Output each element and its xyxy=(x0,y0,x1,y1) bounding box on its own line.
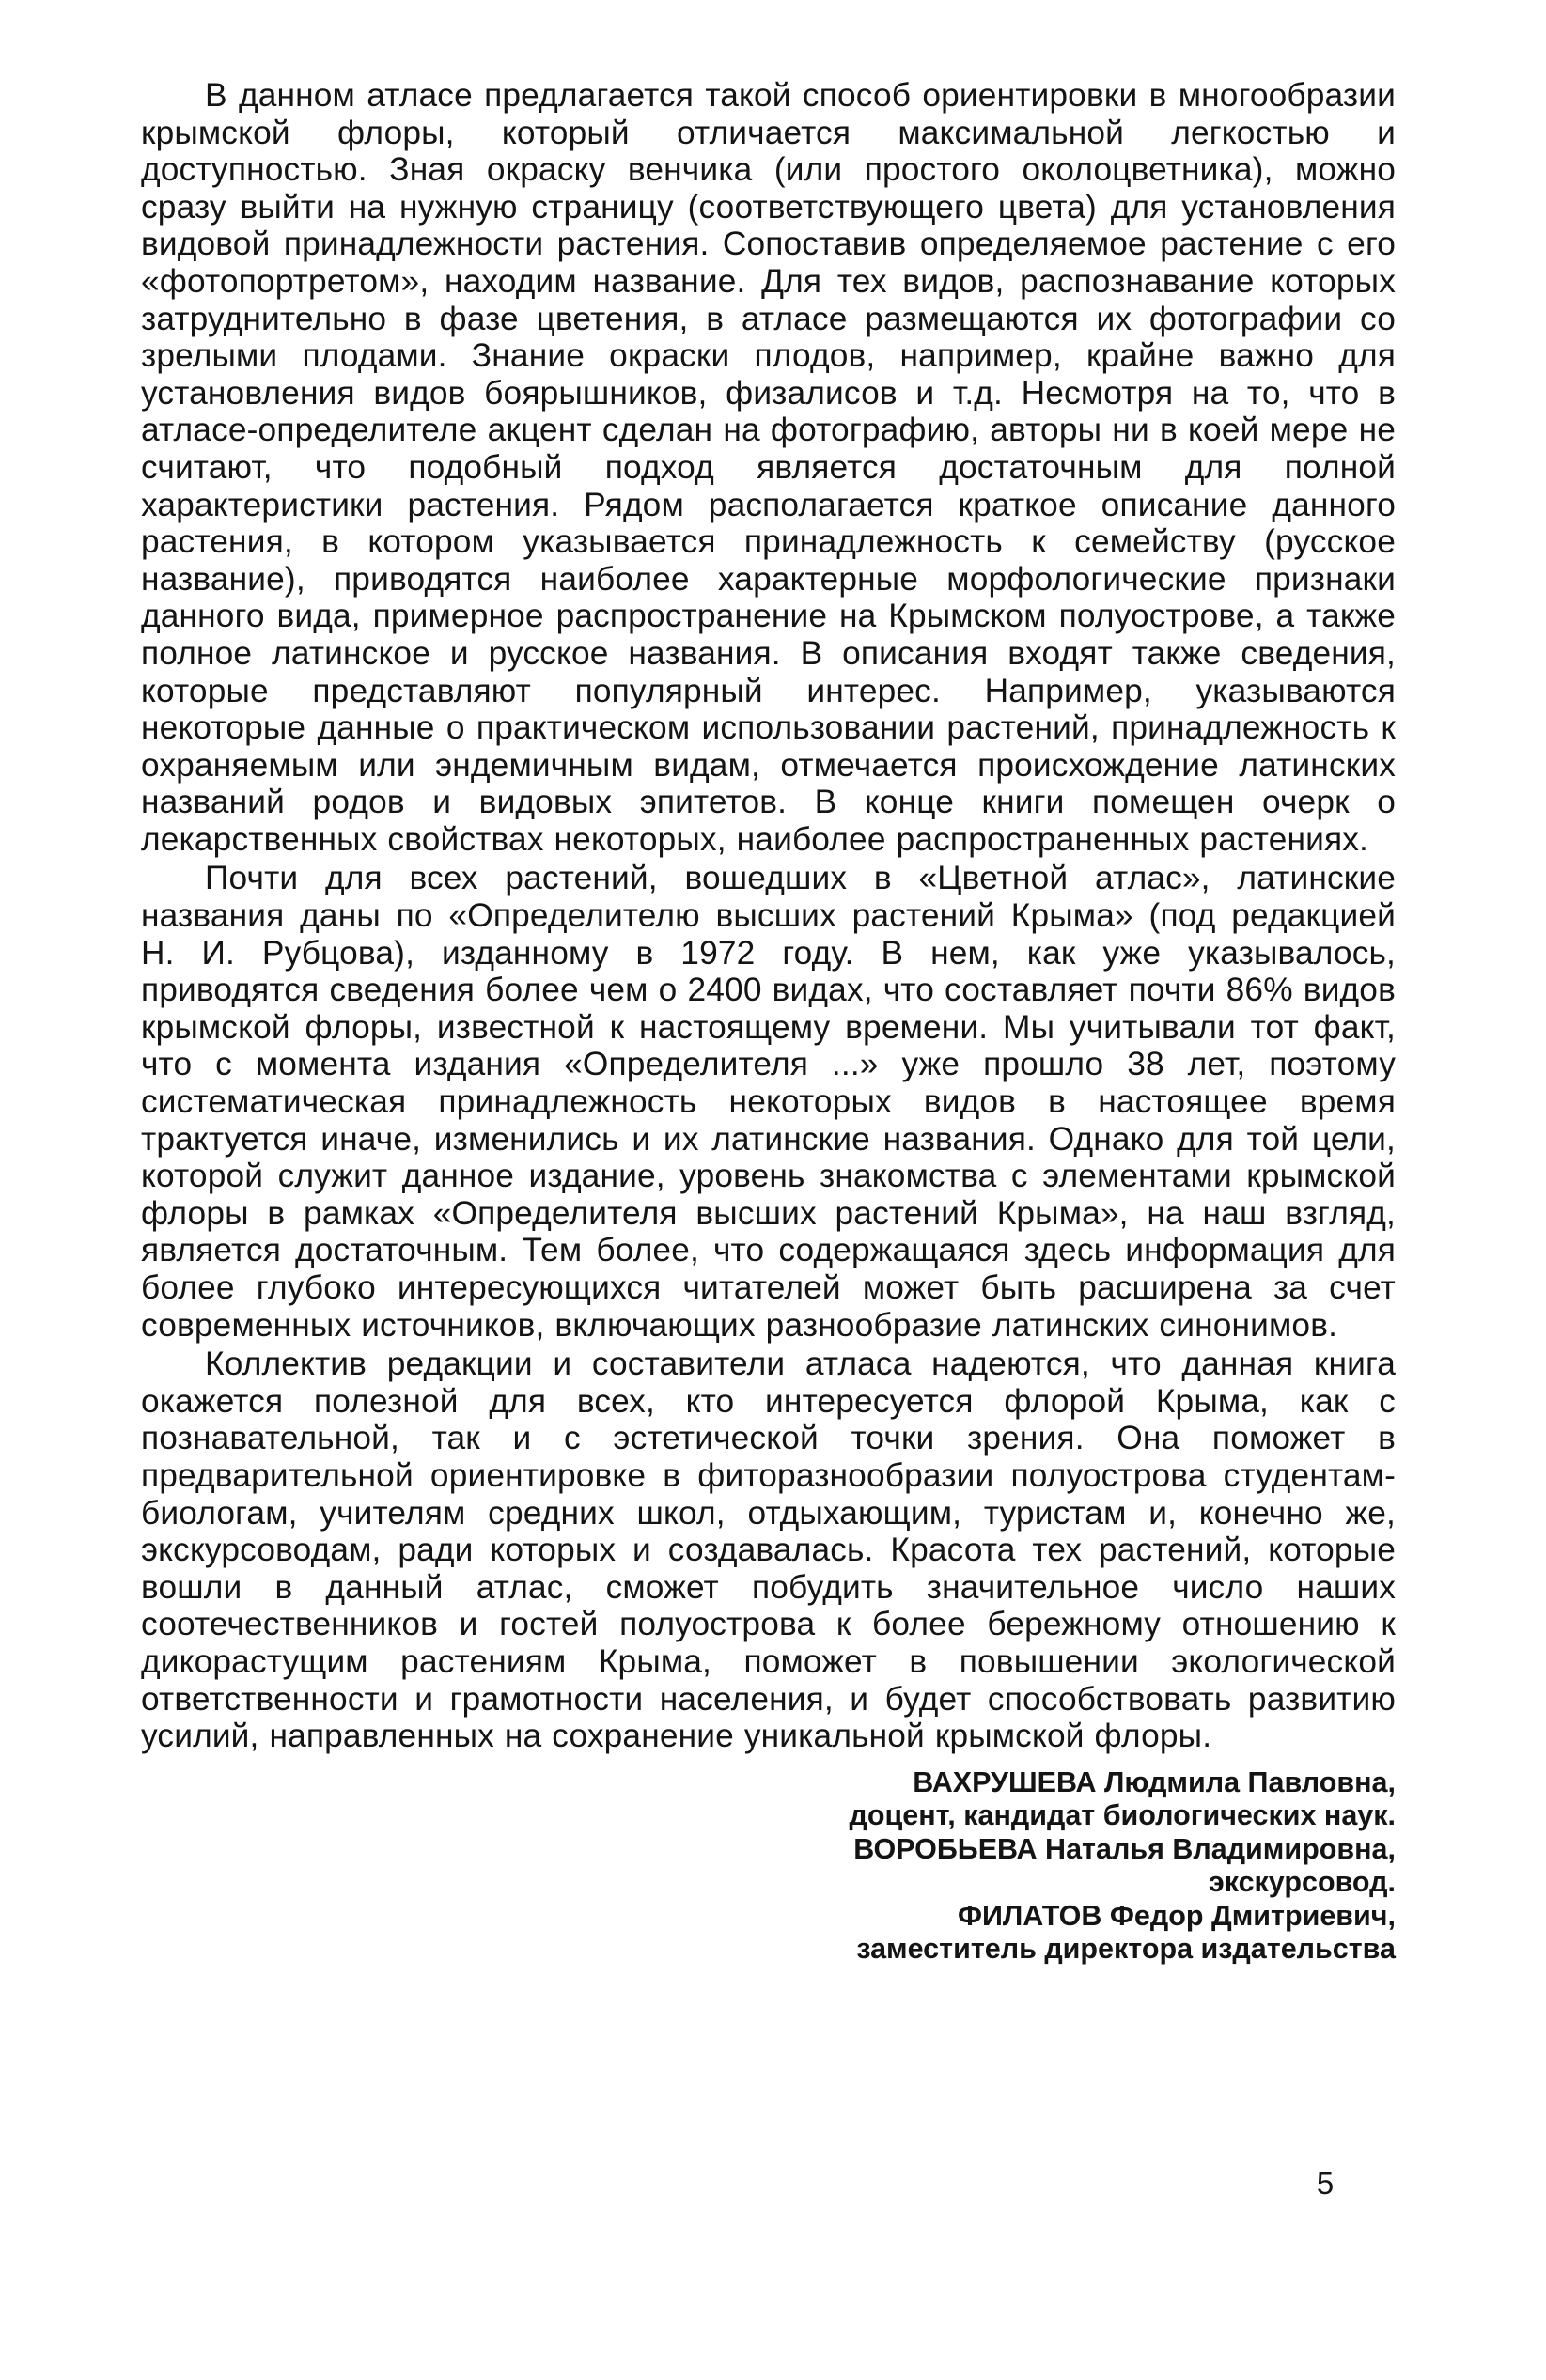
signature-line: ВАХРУШЕВА Людмила Павловна, xyxy=(913,1766,1396,1798)
paragraph-editorial-hope: Коллектив редакции и составители атласа надеются, что данная книга окажется полезной для всех, кто интересуется флорой Крыма, как с познавательной, так и с эстетической точки зрения. Она поможет в предварительной ориентировке в фиторазнообразии полуострова студентам-биологам, учителям средних школ, отдыхающим, туристам и, конечно же, экскурсоводам, ради которых и создавалась. Красота тех растений, которые вошли в данный атлас, сможет побудить значительное число наших соотечественников и гостей полуострова к более бережному отношению к дикорастущим растениям Крыма, поможет в повышении экологической ответственности и грамотности населения, и будет способствовать развитию усилий, направленных на сохранение уникальной крымской флоры. xyxy=(141,1346,1396,1755)
paragraph-atlas-method: В данном атласе предлагается такой способ ориентировки в многообразии крымской флоры, который отличается максимальной легкостью и доступностью. Зная окраску венчика (или простого околоцветника), можно сразу выйти на нужную страницу (соответствующего цвета) для установления видовой принадлежности растения. Сопоставив определяемое растение с его «фотопортретом», находим название. Для тех видов, распознавание которых затруднительно в фазе цветения, в атласе размещаются их фотографии со зрелыми плодами. Знание окраски плодов, например, крайне важно для установления видов боярышников, физалисов и т.д. Несмотря на то, что в атласе-определителе акцент сделан на фотографию, авторы ни в коей мере не считают, что подобный подход является достаточным для полной характеристики растения. Рядом располагается краткое описание данного растения, в котором указывается принадлежность к семейству (русское название), приводятся наиболее характерные морфологические признаки данного вида, примерное распространение на Крымском полуострове, а также полное латинское и русское названия. В описания входят также сведения, которые представляют популярный интерес. Например, указываются некоторые данные о практическом использовании растений, принадлежность к охраняемым или эндемичным видам, отмечается происхождение латинских названий родов и видовых эпитетов. В конце книги помещен очерк о лекарственных свойствах некоторых, наиболее распространенных растениях. xyxy=(141,77,1396,858)
page-number: 5 xyxy=(1316,2166,1335,2201)
signature-block xyxy=(141,1766,1396,1967)
signature-line: ФИЛАТОВ Федор Дмитриевич, xyxy=(957,1899,1396,1932)
signature-line: ВОРОБЬЕВА Наталья Владимировна, xyxy=(853,1832,1396,1865)
signature-line: доцент, кандидат биологических наук. xyxy=(849,1799,1396,1832)
signature-line: заместитель директора издательства xyxy=(856,1933,1396,1966)
signature-line: экскурсовод. xyxy=(1208,1866,1396,1899)
paragraph-latin-names: Почти для всех растений, вошедших в «Цветной атлас», латинские названия даны по «Определителю высших растений Крыма» (под редакцией Н. И. Рубцова), изданному в 1972 году. В нем, как уже указывалось, приводятся сведения более чем о 2400 видах, что составляет почти 86% видов крымской флоры, известной к настоящему времени. Мы учитывали тот факт, что с момента издания «Определителя ...» уже прошло 38 лет, поэтому систематическая принадлежность некоторых видов в настоящее время трактуется иначе, изменились и их латинские названия. Однако для той цели, которой служит данное издание, уровень знакомства с элементами крымской флоры в рамках «Определителя высших растений Крыма», на наш взгляд, является достаточным. Тем более, что содержащаяся здесь информация для более глубоко интересующихся читателей может быть расширена за счет современных источников, включающих разнообразие латинских синонимов. xyxy=(141,860,1396,1344)
page-body xyxy=(141,77,1396,1967)
